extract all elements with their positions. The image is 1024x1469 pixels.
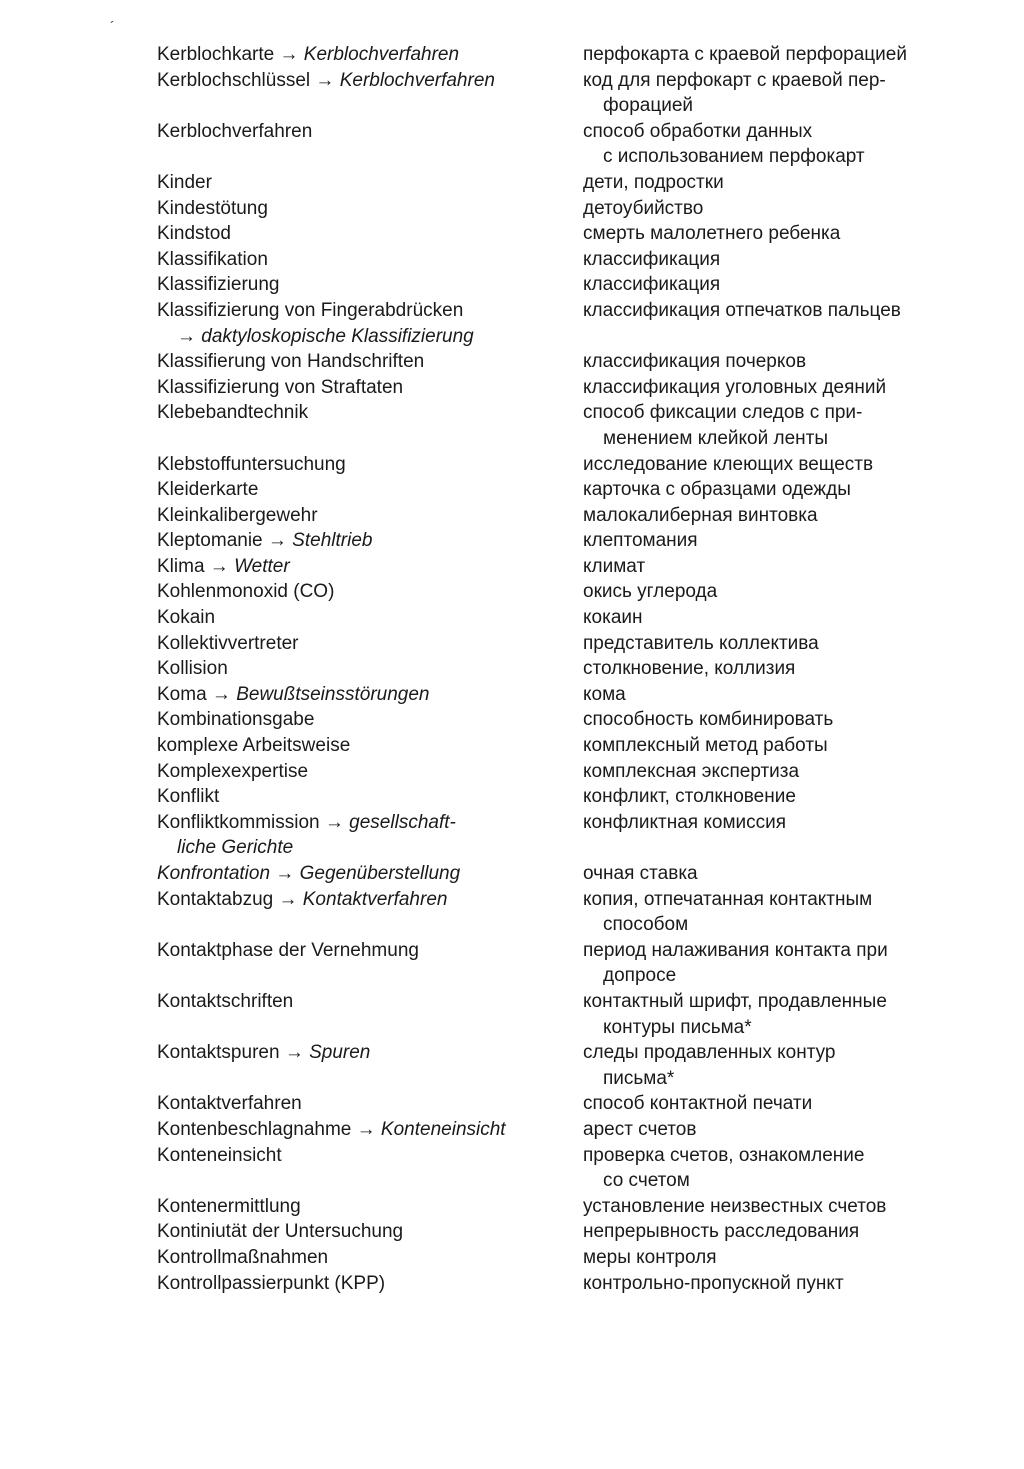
- german-term-line: [157, 1091, 585, 1117]
- russian-translation: [583, 1091, 983, 1117]
- cross-reference-arrow: →: [209, 555, 229, 577]
- term-text: Kleinkalibergewehr: [157, 504, 318, 526]
- dictionary-entry: [0, 605, 1024, 631]
- russian-translation: [583, 247, 983, 273]
- dictionary-entry: [0, 1091, 1024, 1117]
- german-term-line: [157, 324, 585, 350]
- translation-line: климат: [583, 555, 646, 577]
- russian-translation: [583, 400, 983, 451]
- russian-translation: [583, 579, 983, 605]
- term-text: Koma: [157, 683, 212, 705]
- translation-line: смерть малолетнего ребенка: [583, 223, 841, 245]
- cross-reference-term: liche Gerichte: [177, 837, 294, 859]
- translation-line: комплексная экспертиза: [583, 760, 800, 782]
- term-text: Kontaktspuren: [157, 1042, 285, 1064]
- term-text: Klassifikation: [157, 248, 268, 270]
- dictionary-entry: [0, 1271, 1024, 1297]
- dictionary-entry: [0, 1143, 1024, 1194]
- dictionary-entry: [0, 375, 1024, 401]
- german-term: [0, 349, 585, 375]
- german-term-line: [157, 349, 585, 375]
- cross-reference-term: Kerblochverfahren: [334, 69, 495, 91]
- translation-line: классификация: [583, 274, 721, 296]
- translation-line: конфликтная комиссия: [583, 811, 787, 833]
- russian-translation: [583, 1143, 983, 1194]
- term-text: Klassifizierung von Straftaten: [157, 376, 404, 398]
- translation-line: арест счетов: [583, 1118, 697, 1140]
- dictionary-entry: [0, 68, 1024, 119]
- translation-line: комплексный метод работы: [583, 735, 828, 757]
- russian-translation: [583, 503, 983, 529]
- cross-reference-arrow: →: [177, 325, 196, 347]
- german-term-line: [157, 656, 585, 682]
- german-term-line: [157, 579, 585, 605]
- term-text: Klima: [157, 555, 210, 577]
- german-term: [0, 1117, 585, 1143]
- translation-line: способ обработки данных: [583, 120, 813, 142]
- dictionary-entry: [0, 989, 1024, 1040]
- dictionary-entry: [0, 349, 1024, 375]
- term-text: Klebstoffuntersuchung: [157, 453, 346, 475]
- german-term-line: [157, 272, 585, 298]
- dictionary-entry: [0, 196, 1024, 222]
- entry-list: [0, 42, 1024, 1296]
- dictionary-entry: [0, 631, 1024, 657]
- german-term: [0, 68, 585, 119]
- german-term: [0, 759, 585, 785]
- german-term: [0, 1271, 585, 1297]
- term-text: Klassifierung von Handschriften: [157, 351, 425, 373]
- russian-translation: [583, 861, 983, 887]
- german-term-line: [157, 477, 585, 503]
- german-term-line: [157, 221, 585, 247]
- german-term-line: [157, 42, 585, 68]
- cross-reference-term: gesellschaft-: [343, 811, 456, 833]
- german-term-line: [157, 400, 585, 426]
- russian-translation: [583, 1271, 983, 1297]
- german-term: [0, 1219, 585, 1245]
- cross-reference-term: daktyloskopische Klassifizierung: [196, 325, 474, 347]
- german-term-line: [157, 938, 585, 964]
- term-text: komplexe Arbeitsweise: [157, 735, 351, 757]
- term-text: Konteneinsicht: [157, 1144, 282, 1166]
- term-text: Kinder: [157, 171, 212, 193]
- translation-line: карточка с образцами одежды: [583, 479, 851, 501]
- term-text: Klassifizierung von Fingerabdrücken: [157, 299, 464, 321]
- german-term: [0, 554, 585, 580]
- russian-translation: [583, 1040, 983, 1091]
- german-term: [0, 477, 585, 503]
- translation-line: способность комбинировать: [583, 709, 834, 731]
- german-term-line: [157, 68, 585, 94]
- term-text: Kleptomanie: [157, 530, 268, 552]
- german-term: [0, 707, 585, 733]
- cross-reference-term: Wetter: [228, 555, 290, 577]
- russian-translation: [583, 298, 983, 349]
- german-term-line: [157, 452, 585, 478]
- german-term: [0, 656, 585, 682]
- translation-line: кокаин: [583, 607, 643, 629]
- dictionary-entry: [0, 784, 1024, 810]
- german-term-line: [157, 1194, 585, 1220]
- term-text: Kerblochverfahren: [157, 120, 313, 142]
- translation-line: дети, подростки: [583, 171, 724, 193]
- german-term-line: [157, 631, 585, 657]
- russian-translation: [583, 375, 983, 401]
- cross-reference-arrow: →: [356, 1118, 376, 1140]
- dictionary-entry: [0, 1194, 1024, 1220]
- russian-translation: [583, 810, 983, 861]
- german-term-line: [157, 503, 585, 529]
- german-term: [0, 298, 585, 349]
- russian-translation: [583, 196, 983, 222]
- cross-reference-arrow: →: [267, 530, 287, 552]
- translation-line: способ контактной печати: [583, 1093, 813, 1115]
- dictionary-entry: [0, 554, 1024, 580]
- translation-line: проверка счетов, ознакомление: [583, 1144, 865, 1166]
- german-term-line: [157, 528, 585, 554]
- dictionary-entry: [0, 298, 1024, 349]
- german-term: [0, 503, 585, 529]
- german-term: [0, 938, 585, 989]
- term-text: Kohlenmonoxid (CO): [157, 581, 335, 603]
- russian-translation: [583, 349, 983, 375]
- german-term: [0, 375, 585, 401]
- german-term: [0, 1194, 585, 1220]
- term-text: Kleiderkarte: [157, 479, 259, 501]
- dictionary-entry: [0, 938, 1024, 989]
- russian-translation: [583, 707, 983, 733]
- dictionary-entry: [0, 1245, 1024, 1271]
- term-text: Kontenermittlung: [157, 1195, 301, 1217]
- german-term-line: [157, 119, 585, 145]
- translation-line: детоубийство: [583, 197, 704, 219]
- dictionary-entry: [0, 887, 1024, 938]
- term-text: Kindstod: [157, 223, 231, 245]
- translation-line: форацией: [603, 95, 694, 117]
- term-text: Kindestötung: [157, 197, 268, 219]
- russian-translation: [583, 119, 983, 170]
- russian-translation: [583, 631, 983, 657]
- russian-translation: [583, 733, 983, 759]
- dictionary-entry: [0, 656, 1024, 682]
- german-term: [0, 887, 585, 938]
- german-term: [0, 1245, 585, 1271]
- translation-line: окись углерода: [583, 581, 718, 603]
- term-text: Kontenbeschlagnahme: [157, 1118, 357, 1140]
- dictionary-entry: [0, 682, 1024, 708]
- russian-translation: [583, 554, 983, 580]
- german-term: [0, 221, 585, 247]
- translation-line: исследование клеющих веществ: [583, 453, 874, 475]
- term-text: Kokain: [157, 607, 216, 629]
- term-text: Kerblochkarte: [157, 44, 280, 65]
- translation-line: непрерывность расследования: [583, 1221, 860, 1243]
- term-text: Kontiniutät der Untersuchung: [157, 1221, 404, 1243]
- dictionary-entry: [0, 810, 1024, 861]
- russian-translation: [583, 1194, 983, 1220]
- term-text: Kontaktverfahren: [157, 1093, 302, 1115]
- cross-reference-arrow: →: [270, 863, 300, 884]
- translation-line: установление неизвестных счетов: [583, 1195, 887, 1217]
- german-term-line: [157, 605, 585, 631]
- german-term-line: [157, 1040, 585, 1066]
- cross-reference-term: Spuren: [303, 1042, 371, 1064]
- dictionary-entry: [0, 42, 1024, 68]
- translation-line: контуры письма*: [603, 1016, 752, 1038]
- term-text: Komplexexpertise: [157, 760, 309, 782]
- term-text: Klebebandtechnik: [157, 402, 309, 424]
- translation-line: кома: [583, 683, 626, 705]
- translation-line: клептомания: [583, 530, 698, 552]
- cross-reference-term: Stehltrieb: [286, 530, 373, 552]
- translation-line: со счетом: [603, 1170, 690, 1192]
- russian-translation: [583, 221, 983, 247]
- german-term: [0, 1091, 585, 1117]
- russian-translation: [583, 682, 983, 708]
- translation-line: представитель коллектива: [583, 632, 819, 654]
- dictionary-entry: [0, 119, 1024, 170]
- translation-line: с использованием перфокарт: [603, 146, 865, 168]
- dictionary-entry: [0, 503, 1024, 529]
- translation-line: код для перфокарт с краевой пер-: [583, 69, 886, 91]
- german-term: [0, 400, 585, 451]
- russian-translation: [583, 938, 983, 989]
- dictionary-entry: [0, 272, 1024, 298]
- german-term-line: [157, 170, 585, 196]
- dictionary-entry: [0, 221, 1024, 247]
- term-text: Konflikt: [157, 786, 220, 808]
- translation-line: способ фиксации следов с при-: [583, 402, 863, 424]
- translation-line: очная ставка: [583, 863, 698, 884]
- cross-reference-term: Konteneinsicht: [375, 1118, 506, 1140]
- dictionary-entry: [0, 452, 1024, 478]
- german-term-line: [157, 1117, 585, 1143]
- german-term: [0, 989, 585, 1040]
- german-term: [0, 42, 585, 68]
- german-term: [0, 810, 585, 861]
- dictionary-entry: [0, 400, 1024, 451]
- russian-translation: [583, 784, 983, 810]
- russian-translation: [583, 1219, 983, 1245]
- translation-line: конфликт, столкновение: [583, 786, 796, 808]
- cross-reference-arrow: →: [278, 888, 298, 910]
- dictionary-entry: [0, 579, 1024, 605]
- dictionary-entry: [0, 861, 1024, 887]
- german-term-line: [157, 887, 585, 913]
- translation-line: малокалиберная винтовка: [583, 504, 818, 526]
- cross-reference-term: Kontaktverfahren: [297, 888, 448, 910]
- german-term: [0, 1040, 585, 1091]
- german-term: [0, 631, 585, 657]
- german-term: [0, 861, 585, 887]
- russian-translation: [583, 759, 983, 785]
- dictionary-entry: [0, 170, 1024, 196]
- dictionary-entry: [0, 707, 1024, 733]
- translation-line: классификация уголовных деяний: [583, 376, 887, 398]
- translation-line: допросе: [603, 965, 677, 987]
- german-term-line: [157, 810, 585, 836]
- translation-line: период налаживания контакта при: [583, 939, 888, 961]
- german-term-line: [157, 298, 585, 324]
- german-term-line: [157, 733, 585, 759]
- dictionary-entry: [0, 477, 1024, 503]
- term-text: Kombinationsgabe: [157, 709, 315, 731]
- term-text: Kollektivvertreter: [157, 632, 299, 654]
- translation-line: классификация отпечатков пальцев: [583, 299, 901, 321]
- term-text: Kontaktphase der Vernehmung: [157, 939, 419, 961]
- translation-line: контактный шрифт, продавленные: [583, 990, 887, 1012]
- translation-line: меры контроля: [583, 1246, 717, 1268]
- dictionary-entry: [0, 1117, 1024, 1143]
- cross-reference-arrow: →: [279, 44, 299, 65]
- translation-line: столкновение, коллизия: [583, 658, 796, 680]
- german-term-line: [157, 247, 585, 273]
- german-term: [0, 247, 585, 273]
- russian-translation: [583, 887, 983, 938]
- russian-translation: [583, 272, 983, 298]
- translation-line: менением клейкой ленты: [603, 427, 828, 449]
- term-text: Kontrollpassierpunkt (KPP): [157, 1272, 386, 1294]
- german-term-line: [157, 1143, 585, 1169]
- cross-reference-arrow: →: [324, 811, 344, 833]
- russian-translation: [583, 989, 983, 1040]
- german-term: [0, 682, 585, 708]
- tick-mark: ´: [110, 18, 115, 34]
- term-text: Konfliktkommission: [157, 811, 325, 833]
- german-term: [0, 170, 585, 196]
- translation-line: контрольно-пропускной пункт: [583, 1272, 844, 1294]
- german-term-line: [157, 784, 585, 810]
- dictionary-entry: [0, 528, 1024, 554]
- cross-reference-term: Bewußtseinsstörungen: [230, 683, 430, 705]
- german-term-line: [157, 861, 585, 887]
- cross-reference-term: Gegenüberstellung: [299, 863, 461, 884]
- german-term: [0, 528, 585, 554]
- translation-line: письма*: [603, 1067, 675, 1089]
- german-term-line: [157, 375, 585, 401]
- german-term-line: [157, 682, 585, 708]
- german-term-line: [157, 1219, 585, 1245]
- dictionary-entry: [0, 247, 1024, 273]
- russian-translation: [583, 1245, 983, 1271]
- russian-translation: [583, 1117, 983, 1143]
- term-text: Kontaktabzug: [157, 888, 279, 910]
- german-term-line: [157, 554, 585, 580]
- german-term-line: [157, 1245, 585, 1271]
- translation-line: классификация: [583, 248, 721, 270]
- translation-line: копия, отпечатанная контактным: [583, 888, 873, 910]
- german-term: [0, 272, 585, 298]
- term-text: Kontrollmaßnahmen: [157, 1246, 329, 1268]
- german-term-line: [157, 835, 585, 861]
- russian-translation: [583, 656, 983, 682]
- russian-translation: [583, 170, 983, 196]
- german-term: [0, 605, 585, 631]
- german-term-line: [157, 989, 585, 1015]
- term-text: Klassifizierung: [157, 274, 280, 296]
- dictionary-entry: [0, 759, 1024, 785]
- german-term: [0, 1143, 585, 1194]
- cross-reference-arrow: →: [284, 1042, 304, 1064]
- russian-translation: [583, 528, 983, 554]
- translation-line: перфокарта с краевой перфорацией: [583, 44, 907, 65]
- russian-translation: [583, 42, 983, 68]
- german-term: [0, 784, 585, 810]
- cross-reference-arrow: →: [315, 69, 335, 91]
- german-term: [0, 733, 585, 759]
- russian-translation: [583, 452, 983, 478]
- german-term: [0, 452, 585, 478]
- german-term-line: [157, 1271, 585, 1297]
- german-term-line: [157, 759, 585, 785]
- dictionary-entry: [0, 1040, 1024, 1091]
- term-text: Kerblochschlüssel: [157, 69, 316, 91]
- cross-reference-term: Kerblochverfahren: [298, 44, 460, 65]
- translation-line: способом: [603, 914, 689, 936]
- dictionary-entry: [0, 733, 1024, 759]
- translation-line: классификация почерков: [583, 351, 807, 373]
- german-term: [0, 119, 585, 170]
- cross-reference-term: Konfrontation: [157, 863, 271, 884]
- russian-translation: [583, 68, 983, 119]
- term-text: Kollision: [157, 658, 228, 680]
- german-term-line: [157, 707, 585, 733]
- cross-reference-arrow: →: [211, 683, 231, 705]
- german-term-line: [157, 196, 585, 222]
- term-text: Kontaktschriften: [157, 990, 294, 1012]
- german-term: [0, 579, 585, 605]
- russian-translation: [583, 477, 983, 503]
- german-term: [0, 196, 585, 222]
- russian-translation: [583, 605, 983, 631]
- translation-line: следы продавленных контур: [583, 1042, 836, 1064]
- dictionary-entry: [0, 1219, 1024, 1245]
